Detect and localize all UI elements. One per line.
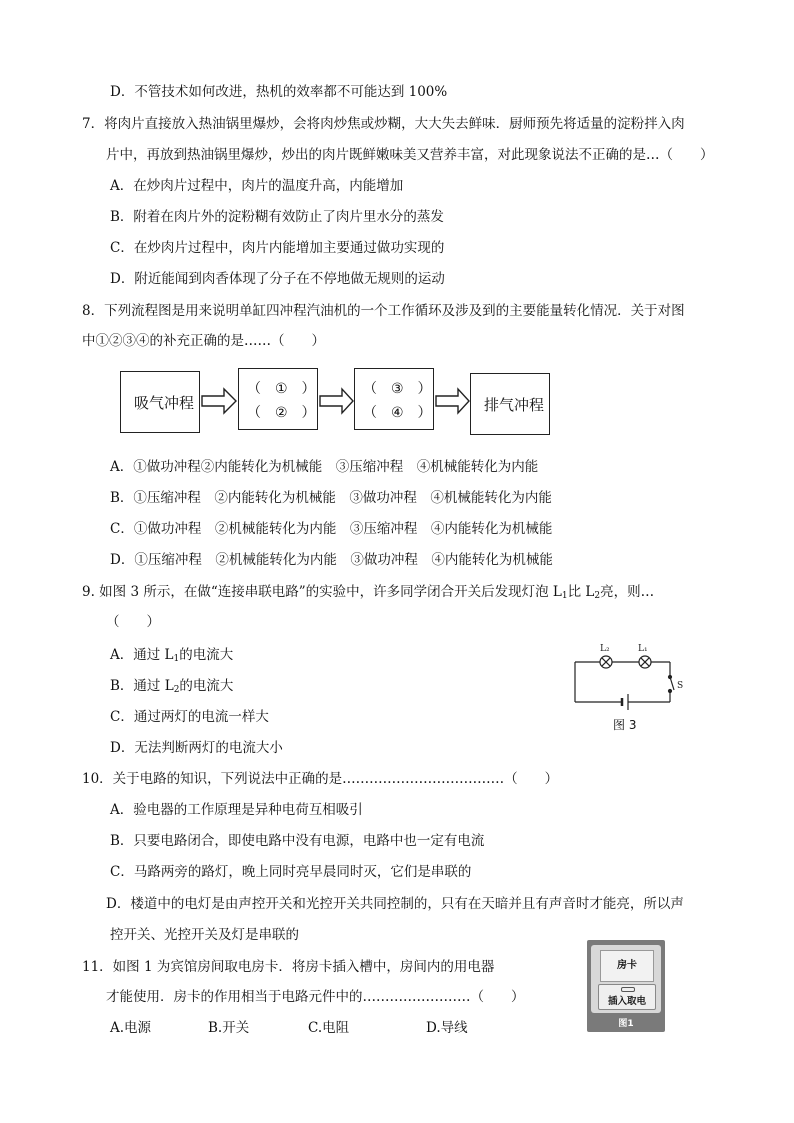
q8-option-c: C．①做功冲程 ②机械能转化为内能 ③压缩冲程 ④内能转化为机械能: [110, 521, 553, 537]
q8-stem-line1: 8．下列流程图是用来说明单缸四冲程汽油机的一个工作循环及涉及到的主要能量转化情况．关于对图: [82, 303, 685, 319]
q9-option-a: A．通过 $L_1$的电流大: [110, 647, 234, 664]
roomcard-slot-icon: [621, 987, 635, 992]
switch-label: S: [677, 681, 684, 691]
lamp-l2-label: L₂: [600, 644, 610, 654]
flow-arrow-2: [320, 389, 353, 413]
flow-blank-3: （ ③ ）: [363, 381, 432, 397]
q8-option-b: B．①压缩冲程 ②内能转化为机械能 ③做功冲程 ④机械能转化为内能: [110, 490, 552, 506]
q10-option-c: C．马路两旁的路灯，晚上同时亮早晨同时灭，它们是串联的: [110, 864, 472, 880]
q10-stem: 10．关于电路的知识，下列说法中正确的是………………………………（ ）: [82, 771, 559, 787]
q10-option-a: A．验电器的工作原理是异种电荷互相吸引: [110, 802, 363, 818]
q9-stem-line2: （ ）: [106, 614, 160, 630]
flow-blank-2: （ ② ）: [247, 405, 316, 421]
q8-option-a: A．①做功冲程②内能转化为机械能 ③压缩冲程 ④机械能转化为内能: [110, 459, 539, 475]
q11-option-b: B.开关: [208, 1020, 250, 1036]
q9-stem-line1: 9. 如图 3 所示，在做“连接串联电路”的实验中，许多同学闭合开关后发现灯泡 $L_1$比 $L_2$亮，则…: [82, 584, 655, 601]
roomcard-photo: [587, 940, 665, 1032]
flow-box-intake-label: 吸气冲程: [134, 394, 195, 412]
q9-option-b: B．通过 $L_2$的电流大: [110, 678, 234, 695]
roomcard-caption: 图1: [618, 1019, 634, 1029]
flow-blank-4: （ ④ ）: [363, 405, 432, 421]
flow-blank-1: （ ① ）: [247, 381, 316, 397]
q11-option-a: A.电源: [110, 1020, 152, 1036]
circuit-caption: 图 3: [613, 718, 637, 732]
roomcard-slot-label: 插入取电: [607, 996, 646, 1007]
roomcard-slot: [598, 984, 656, 1010]
flow-arrow-3: [436, 389, 469, 413]
q10-option-b: B．只要电路闭合，即使电路中没有电源，电路中也一定有电流: [110, 833, 485, 849]
q11-stem-line2: 才能使用．房卡的作用相当于电路元件中的……………………（ ）: [106, 989, 525, 1005]
q7-stem-line1: 7．将肉片直接放入热油锅里爆炒，会将肉炒焦或炒糊，大大失去鲜味．厨师预先将适量的淀粉拌入肉: [82, 116, 685, 132]
q9-option-c: C．通过两灯的电流一样大: [110, 709, 269, 725]
q7-option-b: B．附着在肉片外的淀粉糊有效防止了肉片里水分的蒸发: [110, 209, 444, 225]
q9-option-d: D．无法判断两灯的电流大小: [110, 740, 283, 756]
q10-option-d-line1: D．楼道中的电灯是由声控开关和光控开关共同控制的，只有在天暗并且有声音时才能亮，所以声: [106, 896, 684, 912]
q8-option-d: D．①压缩冲程 ②机械能转化为内能 ③做功冲程 ④内能转化为机械能: [110, 552, 553, 568]
flow-arrow-1: [202, 389, 236, 413]
q7-stem-line2: 片中，再放到热油锅里爆炒，炒出的肉片既鲜嫩味美又营养丰富，对此现象说法不正确的是…（ ）: [106, 147, 714, 163]
q7-option-d: D．附近能闻到肉香体现了分子在不停地做无规则的运动: [110, 271, 445, 287]
flow-arrows: [0, 0, 794, 460]
q11-option-c: C.电阻: [308, 1020, 350, 1036]
q11-stem-line1: 11．如图 1 为宾馆房间取电房卡．将房卡插入槽中，房间内的用电器: [82, 959, 495, 975]
q7-option-c: C．在炒肉片过程中，肉片内能增加主要通过做功实现的: [110, 240, 445, 256]
q6-option-d: D．不管技术如何改进，热机的效率都不可能达到 100%: [110, 84, 448, 100]
lamp-l1-label: L₁: [638, 644, 648, 654]
roomcard-card: 房卡: [600, 950, 654, 982]
flow-box-exhaust-label: 排气冲程: [484, 396, 545, 414]
q10-option-d-line2: 控开关、光控开关及灯是串联的: [110, 927, 299, 943]
q7-option-a: A．在炒肉片过程中，肉片的温度升高，内能增加: [110, 178, 404, 194]
q11-option-d: D.导线: [426, 1020, 468, 1036]
q8-stem-line2: 中①②③④的补充正确的是……（ ）: [82, 333, 325, 349]
